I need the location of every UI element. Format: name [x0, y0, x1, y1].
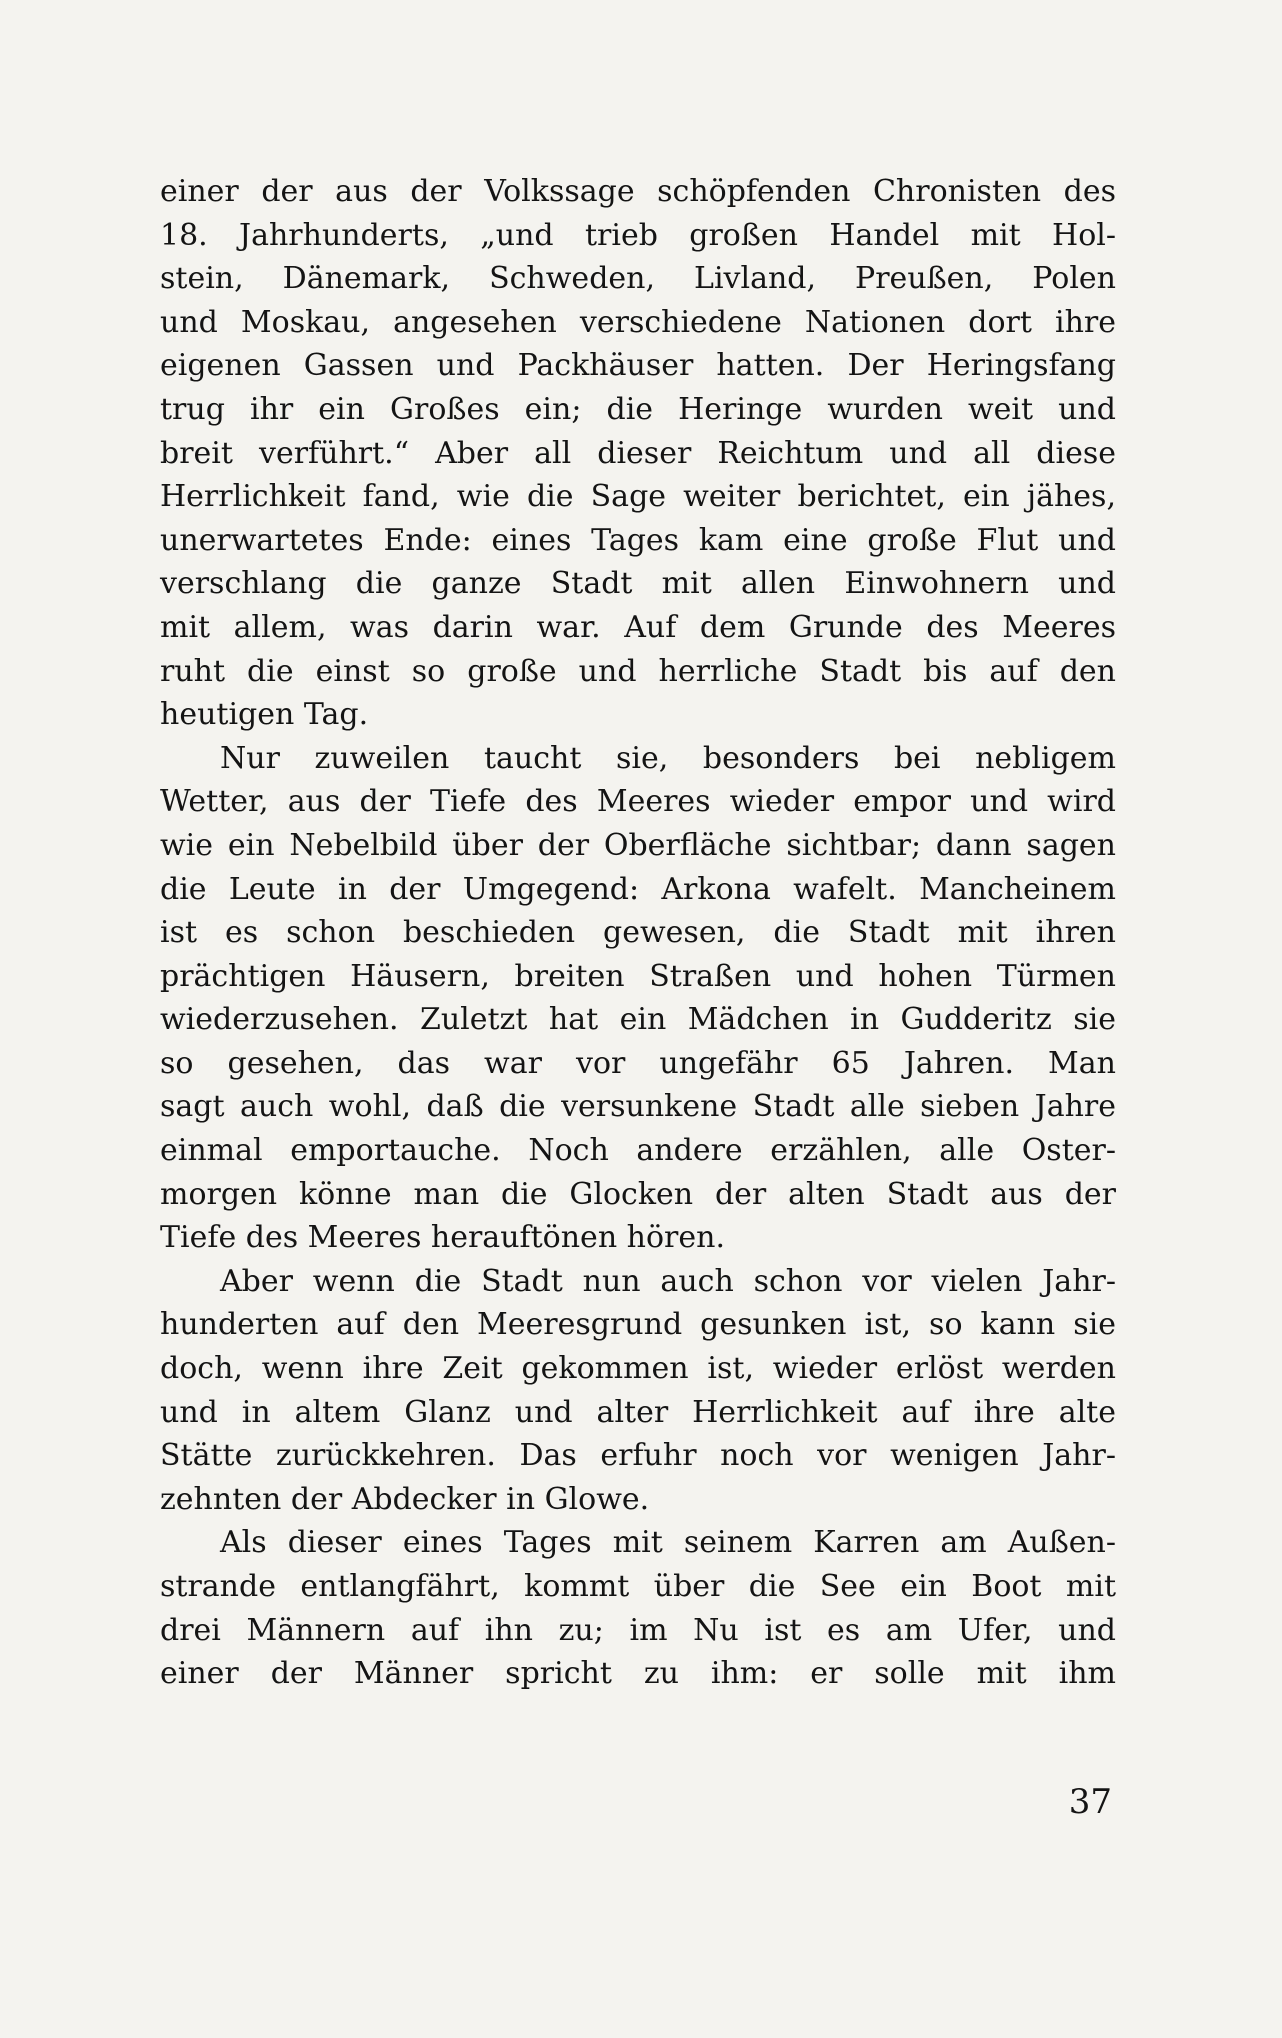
text-line: stein, Dänemark, Schweden, Livland, Preußen, Polen	[160, 261, 1116, 297]
text-line: Herrlichkeit fand, wie die Sage weiter berichtet, ein jähes,	[160, 479, 1116, 515]
text-line: ruht die einst so große und herrliche Stadt bis auf den	[160, 653, 1116, 689]
text-line: wie ein Nebelbild über der Oberfläche sichtbar; dann sagen	[160, 827, 1116, 863]
text-line: Stätte zurückkehren. Das erfuhr noch vor wenigen Jahr-	[160, 1438, 1116, 1474]
text-line: Tiefe des Meeres herauftönen hören.	[160, 1220, 726, 1256]
text-line: die Leute in der Umgegend: Arkona wafelt. Mancheinem	[160, 871, 1116, 907]
text-line: Aber wenn die Stadt nun auch schon vor vielen Jahr-	[220, 1263, 1116, 1299]
text-line: Nur zuweilen taucht sie, besonders bei nebligem	[220, 740, 1116, 776]
text-line: sagt auch wohl, daß die versunkene Stadt alle sieben Jahre	[160, 1089, 1116, 1125]
text-line: trug ihr ein Großes ein; die Heringe wurden weit und	[160, 391, 1116, 427]
text-line: mit allem, was darin war. Auf dem Grunde des Meeres	[160, 609, 1116, 645]
text-line: verschlang die ganze Stadt mit allen Einwohnern und	[160, 566, 1116, 602]
paragraph	[160, 170, 1116, 737]
text-line: Als dieser eines Tages mit seinem Karren am Außen-	[220, 1525, 1116, 1561]
text-line: breit verführt.“ Aber all dieser Reichtum und all diese	[160, 435, 1116, 471]
text-line: drei Männern auf ihn zu; im Nu ist es am Ufer, und	[160, 1612, 1116, 1648]
page-number: 37	[1068, 1782, 1112, 1822]
text-line: eigenen Gassen und Packhäuser hatten. Der Heringsfang	[160, 348, 1116, 384]
text-line: heutigen Tag.	[160, 697, 369, 733]
text-line: und in altem Glanz und alter Herrlichkeit auf ihre alte	[160, 1394, 1116, 1430]
text-line: so gesehen, das war vor ungefähr 65 Jahren. Man	[160, 1045, 1116, 1081]
text-line: strande entlangfährt, kommt über die See ein Boot mit	[160, 1569, 1116, 1604]
text-line: einer der Männer spricht zu ihm: er solle mit ihm	[160, 1656, 1116, 1692]
text-line: ist es schon beschieden gewesen, die Stadt mit ihren	[160, 915, 1116, 951]
text-line: einer der aus der Volkssage schöpfenden Chronisten des	[160, 174, 1116, 209]
text-line: 18. Jahrhunderts, „und trieb großen Handel mit Hol-	[160, 217, 1116, 253]
text-line: prächtigen Häusern, breiten Straßen und hohen Türmen	[160, 958, 1116, 994]
body-text	[160, 170, 1116, 1696]
text-line: Wetter, aus der Tiefe des Meeres wieder empor und wird	[160, 784, 1116, 820]
text-line: wiederzusehen. Zuletzt hat ein Mädchen in Gudderitz sie	[160, 1002, 1116, 1038]
text-line: zehnten der Abdecker in Glowe.	[160, 1481, 650, 1517]
text-line: hunderten auf den Meeresgrund gesunken ist, so kann sie	[160, 1307, 1116, 1343]
paragraph	[160, 1260, 1116, 1522]
text-line: unerwartetes Ende: eines Tages kam eine große Flut und	[160, 522, 1116, 558]
text-line: und Moskau, angesehen verschiedene Nationen dort ihre	[160, 304, 1116, 340]
text-line: doch, wenn ihre Zeit gekommen ist, wieder erlöst werden	[160, 1351, 1116, 1387]
paragraph	[160, 737, 1116, 1260]
text-line: morgen könne man die Glocken der alten Stadt aus der	[160, 1176, 1116, 1212]
text-line: einmal emportauche. Noch andere erzählen, alle Oster-	[160, 1133, 1116, 1169]
paragraph	[160, 1521, 1116, 1695]
